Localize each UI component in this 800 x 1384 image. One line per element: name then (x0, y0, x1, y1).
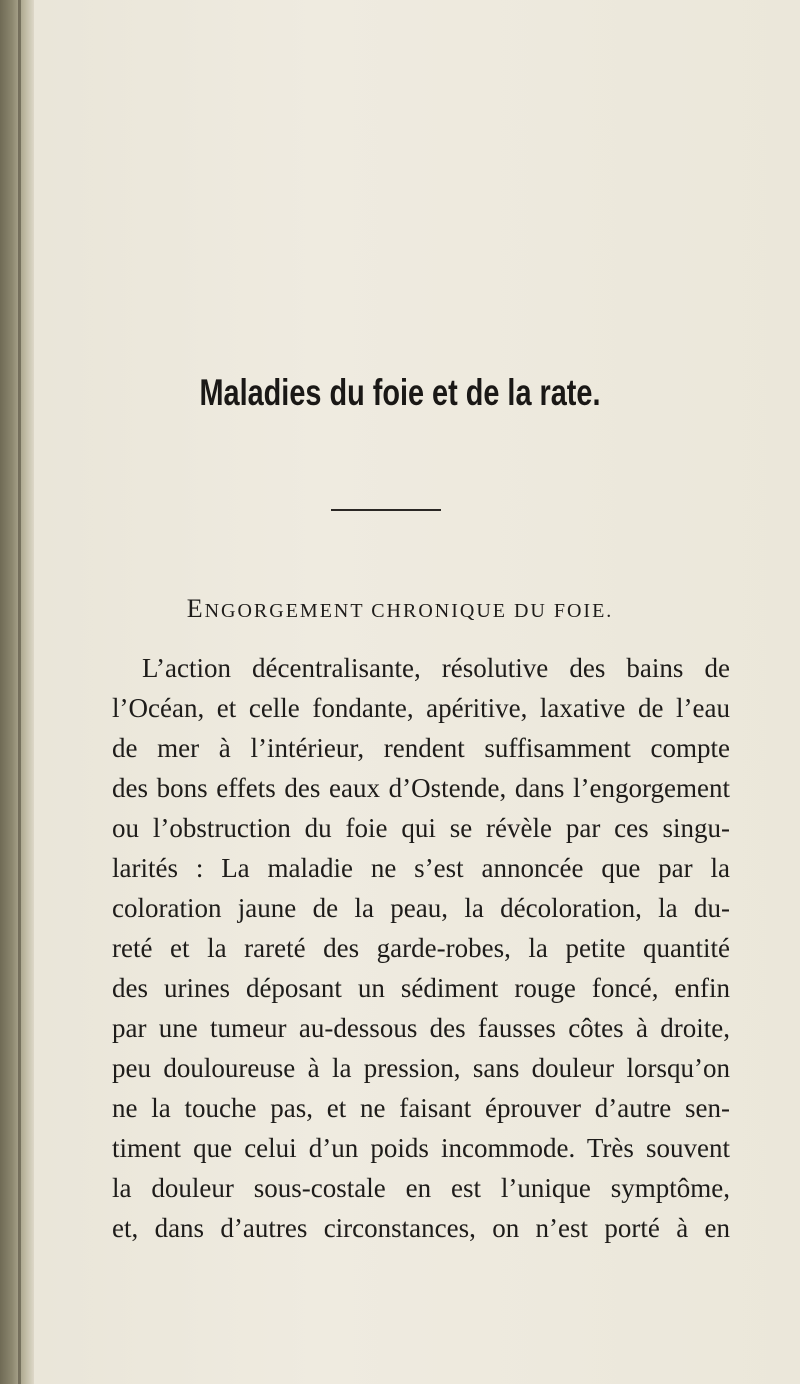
body-line: de mer à l’intérieur, rendent suffisamment compte (112, 733, 730, 763)
body-line: par une tumeur au-dessous des fausses côtes à droite, (112, 1013, 730, 1043)
section-heading (0, 594, 800, 624)
body-line: reté et la rareté des garde-robes, la petite quantité (112, 933, 730, 963)
body-line: L’action décentralisante, résolutive des bains de (142, 653, 730, 683)
body-line: ne la touche pas, et ne faisant éprouver d’autre sen- (112, 1093, 730, 1123)
book-binding (0, 0, 34, 1384)
body-paragraph (112, 648, 730, 1248)
section-heading-initial: E (186, 594, 205, 623)
body-line: l’Océan, et celle fondante, apéritive, laxative de l’eau (112, 693, 730, 723)
body-line: ou l’obstruction du foie qui se révèle par ces singu- (112, 813, 730, 843)
chapter-title: Maladies du foie et de la rate. (199, 372, 601, 413)
title-divider (331, 509, 441, 511)
body-line: des bons effets des eaux d’Ostende, dans l’engorgement (112, 773, 730, 803)
body-line: larités : La maladie ne s’est annoncée que par la (112, 853, 730, 883)
body-line: des urines déposant un sédiment rouge foncé, enfin (112, 973, 730, 1003)
body-line: coloration jaune de la peau, la décoloration, la du- (112, 893, 730, 923)
binding-edge (18, 0, 21, 1384)
body-line: et, dans d’autres circonstances, on n’est porté à en (112, 1213, 730, 1243)
body-line: la douleur sous-costale en est l’unique symptôme, (112, 1173, 730, 1203)
section-heading-rest: NGORGEMENT CHRONIQUE DU FOIE. (204, 600, 614, 622)
body-line: timent que celui d’un poids incommode. Très souvent (112, 1133, 730, 1163)
body-line: peu douloureuse à la pression, sans douleur lorsqu’on (112, 1053, 730, 1083)
